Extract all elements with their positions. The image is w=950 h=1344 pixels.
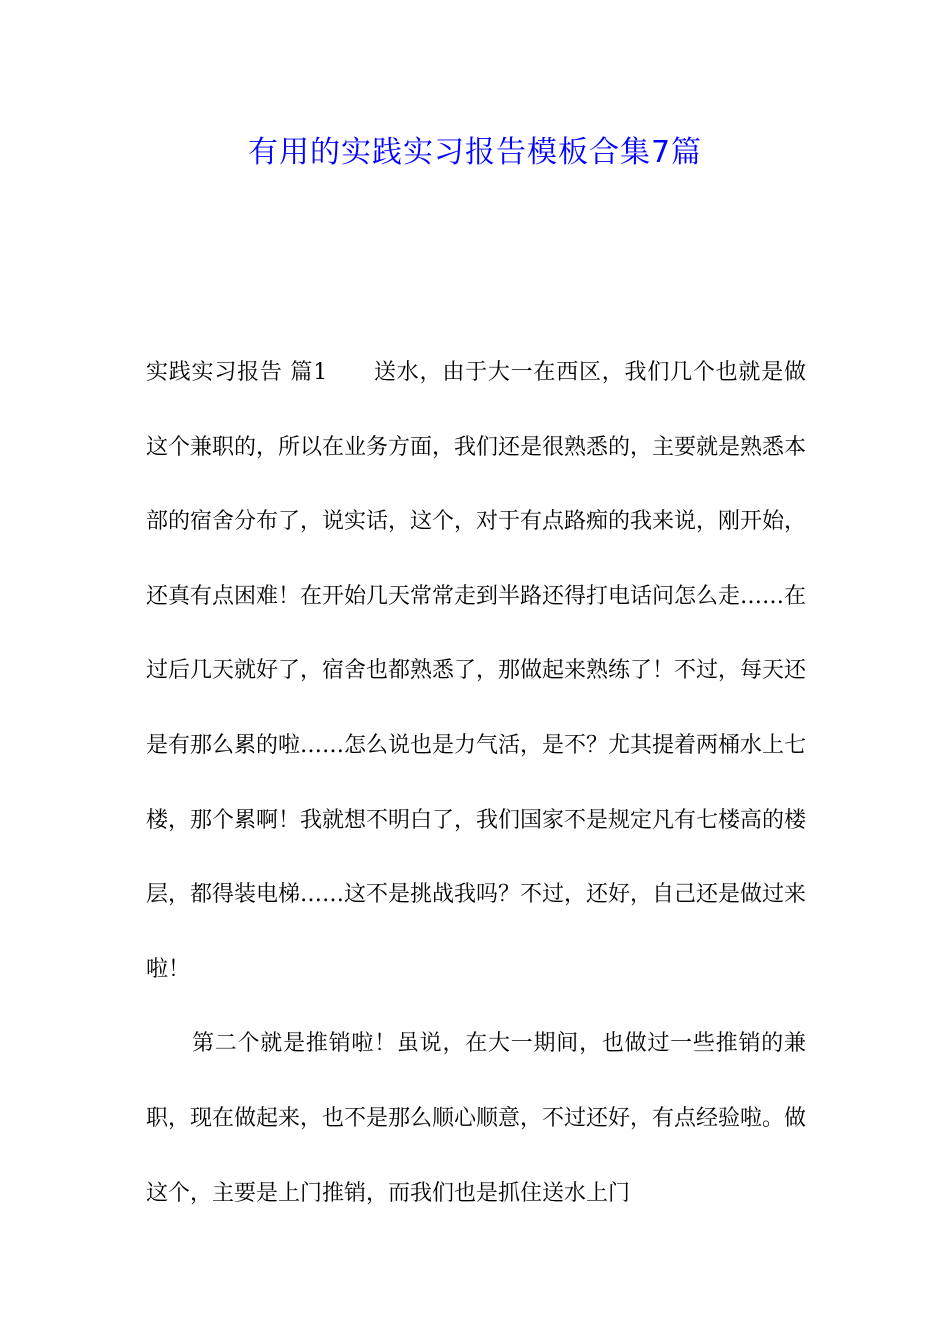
paragraph-1 (146, 336, 806, 1007)
section-label: 实践实习报告 篇1 (146, 360, 328, 385)
paragraph-1-text: 送水，由于大一在西区，我们几个也就是做这个兼职的，所以在业务方面，我们还是很熟悉的，主要就是熟悉本部的宿舍分布了，说实话，这个，对于有点路痴的我来说，刚开始，还真有点困难！在开始几天常常走到半路还得打电话问怎么走……在过后几天就好了，宿舍也都熟悉了，那做起来熟练了！不过，每天还是有那么累的啦……怎么说也是力气活，是不？尤其提着两桶水上七楼，那个累啊！我就想不明白了，我们国家不是规定凡有七楼高的楼层，都得装电梯……这不是挑战我吗？不过，还好，自己还是做过来啦！ (146, 360, 807, 982)
document-body (146, 336, 806, 1231)
document-title: 有用的实践实习报告模板合集7篇 (247, 135, 703, 170)
paragraph-2: 第二个就是推销啦！虽说，在大一期间，也做过一些推销的兼职，现在做起来，也不是那么顺心顺意，不过还好，有点经验啦。做这个，主要是上门推销，而我们也是抓住送水上门 (146, 1031, 807, 1206)
